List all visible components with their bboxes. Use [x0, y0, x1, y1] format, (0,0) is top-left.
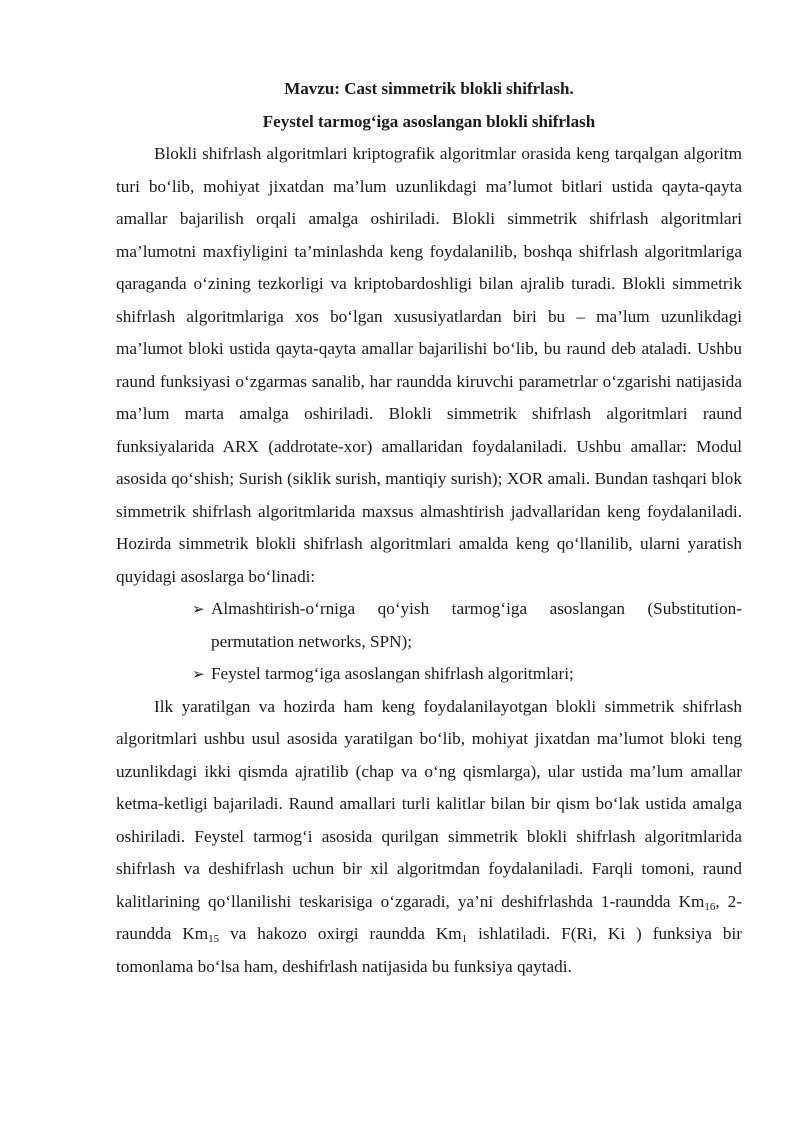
- arrow-bullet-icon: ➢: [192, 665, 205, 683]
- document-page: [116, 73, 742, 983]
- paragraph-intro: Blokli shifrlash algoritmlari kriptografik algoritmlar orasida keng tarqalgan algoritm turi bo‘lib, mohiyat jixatdan ma’lum uzunlikdagi ma’lumot bitlari ustida qayta-qayta amallar bajarilish orqali amalga oshiriladi. Blokli simmetrik shifrlash algoritmlari ma’lumotni maxfiyligini ta’minlashda keng foydalanilib, boshqa shifrlash algoritmlariga qaraganda o‘zining tezkorligi va kriptobardoshligi bilan ajralib turadi. Blokli simmetrik shifrlash algoritmlariga xos bo‘lgan xususiyatlardan biri bu – ma’lum uzunlikdagi ma’lumot bloki ustida qayta-qayta amallar bajarilishi bo‘lib, bu raund deb ataladi. Ushbu raund funksiyasi o‘zgarmas sanalib, har raundda kiruvchi parametrlar o‘zgarishi natijasida ma’lum marta amalga oshiriladi. Blokli simmetrik shifrlash algoritmlari raund funksiyalarida ARX (addrotate-xor) amallaridan foydalaniladi. Ushbu amallar: Modul asosida qo‘shish; Surish (siklik surish, mantiqiy surish); XOR amali. Bundan tashqari blok simmetrik shifrlash algoritmlarida maxsus almashtirish jadvallaridan keng foydalaniladi. Hozirda simmetrik blokli shifrlash algoritmlari amalda keng qo‘llanilib, ularni yaratish quyidagi asoslarga bo‘linadi:: [116, 144, 742, 586]
- topic-title: Mavzu: Cast simmetrik blokli shifrlash.: [284, 79, 574, 98]
- list-item: [116, 658, 742, 691]
- paragraph-text: va hakozo oxirgi raundda Km: [219, 924, 462, 943]
- list-item-text: Feystel tarmog‘iga asoslangan shifrlash algoritmlari;: [211, 664, 574, 683]
- paragraph-feistel: [116, 691, 742, 984]
- paragraph-text: Ilk yaratilgan va hozirda ham keng foydalanilayotgan blokli simmetrik shifrlash algoritmlari ushbu usul asosida yaratilgan bo‘lib, mohiyat jixatdan ma’lumot bloki teng uzunlikdagi ikki qismda ajratilib (chap va o‘ng qismlarga), ular ustida ma’lum amallar ketma-ketligi bajariladi. Raund amallari turli kalitlar bilan bir qism bo‘lak ustida amalga oshiriladi. Feystel tarmog‘i asosida qurilgan simmetrik blokli shifrlash algoritmlarida shifrlash va deshifrlash uchun bir xil algoritmdan foydalaniladi. Farqli tomoni, raund kalitlarining qo‘llanilishi teskarisiga o‘zgaradi, ya’ni deshifrlashda 1-raundda Km: [116, 696, 742, 911]
- arrow-bullet-icon: ➢: [192, 600, 205, 618]
- subscript: 15: [208, 933, 220, 945]
- list-item-text: Almashtirish-o‘rniga qo‘yish tarmog‘iga asoslangan (Substitution-permutation networks, SPN);: [211, 599, 742, 651]
- paragraph-text: ishlatiladi. F(Ri, Ki ) funksiya bir tomonlama bo‘lsa ham, deshifrlash natijasida bu funksiya qaytadi.: [116, 924, 742, 976]
- bullet-list: [116, 593, 742, 691]
- subscript: 16: [704, 900, 716, 913]
- paragraph-text: , 2-raundda Km: [116, 891, 742, 943]
- subtitle: Feystel tarmog‘iga asoslangan blokli shifrlash: [262, 111, 596, 131]
- list-item: [116, 593, 742, 658]
- subscript: 1: [461, 933, 468, 945]
